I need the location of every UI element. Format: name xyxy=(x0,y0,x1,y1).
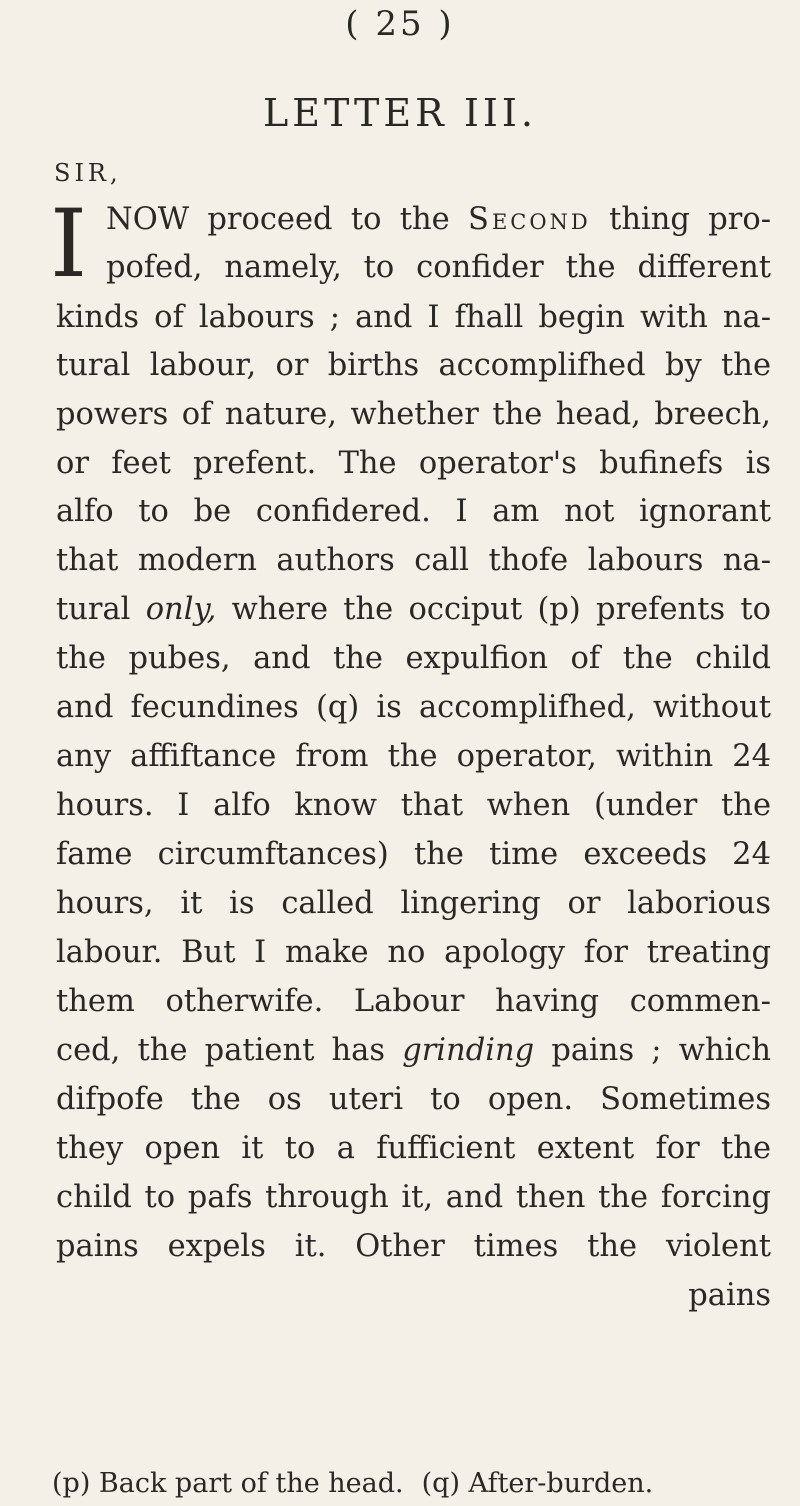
text-line: hours, it is called lingering or laborious xyxy=(56,886,771,921)
text-line: that modern authors call thofe labours na- xyxy=(56,543,771,578)
text-line: any affiftance from the operator, within 24 xyxy=(56,739,771,774)
letter-heading: LETTER III. xyxy=(263,91,537,135)
text-line: tural labour, or births accomplifhed by the xyxy=(56,348,771,383)
salutation: SIR, xyxy=(54,159,122,187)
text-line: them otherwife. Labour having commen- xyxy=(56,984,771,1019)
text-line: difpofe the os uteri to open. Sometimes xyxy=(56,1082,771,1117)
footnote-p: (p) Back part of the head. xyxy=(52,1468,404,1499)
footnote-q: (q) After-burden. xyxy=(421,1468,654,1499)
text-line: or feet prefent. The operator's bufinefs is xyxy=(56,446,771,481)
footnotes xyxy=(52,1466,654,1502)
text-line: pofed, namely, to confider the different xyxy=(106,250,771,285)
drop-capital: I xyxy=(50,190,88,299)
text-line: they open it to a fufficient extent for the xyxy=(56,1131,771,1166)
text-line: and fecundines (q) is accomplifhed, without xyxy=(56,690,771,725)
page-number: ( 25 ) xyxy=(345,4,455,44)
text-line: child to pafs through it, and then the forcing xyxy=(56,1180,771,1215)
text-line: hours. I alfo know that when (under the xyxy=(56,788,771,823)
text-line: labour. But I make no apology for treating xyxy=(56,935,771,970)
catchword: pains xyxy=(688,1278,771,1313)
text-line: kinds of labours ; and I fhall begin with na- xyxy=(56,300,771,335)
text-line: tural only, where the occiput (p) prefents to xyxy=(56,592,771,627)
text-line: ced, the patient has grinding pains ; which xyxy=(56,1033,771,1068)
text-line: fame circumftances) the time exceeds 24 xyxy=(56,837,771,872)
text-line: powers of nature, whether the head, breech, xyxy=(56,397,771,432)
text-line: alfo to be confidered. I am not ignorant xyxy=(56,494,771,529)
text-line: NOW proceed to the Second thing pro- xyxy=(106,202,772,237)
text-line: the pubes, and the expulfion of the child xyxy=(56,641,771,676)
text-line: pains expels it. Other times the violent xyxy=(56,1229,771,1264)
